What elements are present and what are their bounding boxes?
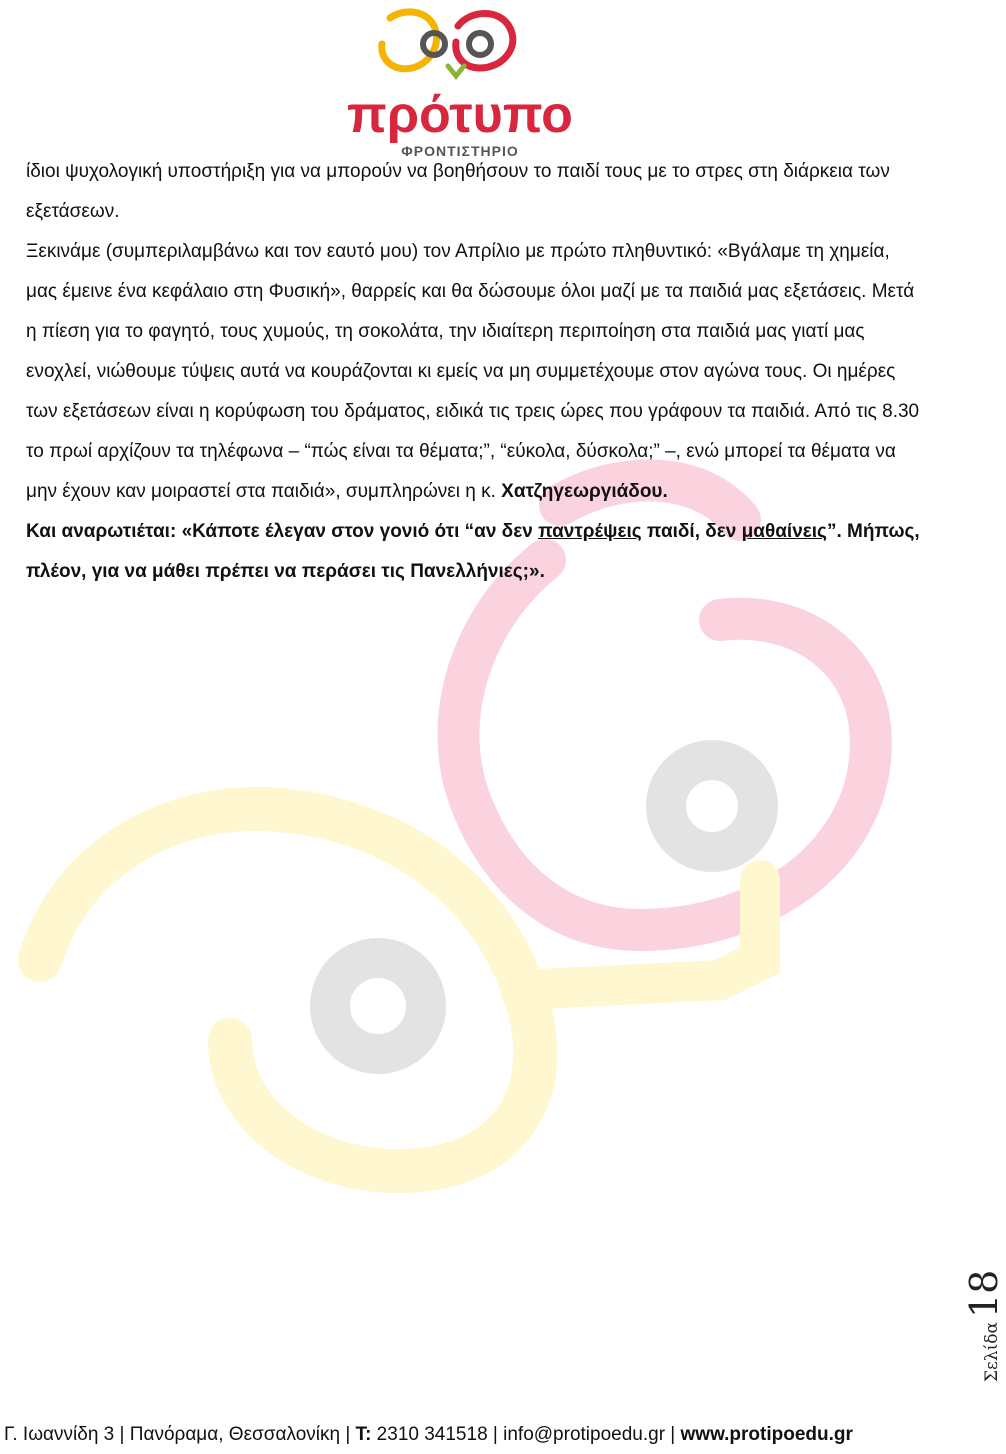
brand-logo [330,4,590,160]
paragraph-2-text: Ξεκινάμε (συμπεριλαμβάνω και τον εαυτό μου) τον Απρίλιο με πρώτο πληθυντικό: «Βγάλαμε τη χημεία, μας έμεινε ένα κεφάλαιο στη Φυσική», θαρρείς και θα δώσουμε όλοι μαζί με τα παιδιά μας εξετάσεις. Μετά η πίεση για το φαγητό, τους χυμούς, τη σοκολάτα, την ιδιαίτερη περιποίηση στα παιδιά μας γιατί μας ενοχλεί, νιώθουμε τύψεις αυτά να κουράζονται κι εμείς να μη συμμετέχουμε στον αγώνα τους. Οι ημέρες των εξετάσεων είναι η κορύφωση του δράματος, ειδικά τις τρεις ώρες που γράφουν τα παιδιά. Από τις 8.30 το πρωί αρχίζουν τα τηλέφωνα – “πώς είναι τα θέματα;”, “εύκολα, δύσκολα;” –, ενώ μπορεί τα θέματα να μην έχουν καν μοιραστεί στα παιδιά», συμπληρώνει η κ. [26,241,920,502]
footer-phone-label: Τ: [355,1424,372,1445]
page-label: Σελίδα [982,1322,1002,1382]
paragraph-1: ίδιοι ψυχολογική υποστήριξη για να μπορούν να βοηθήσουν το παιδί τους με το στρες στη διάρκεια των εξετάσεων. [26,161,890,222]
document-body [26,152,926,592]
footer-phone-email: 2310 341518 | info@protipoedu.gr | [371,1424,681,1445]
paragraph-3-a: Και αναρωτιέται: «Κάποτε έλεγαν στον γονιό ότι “αν δεν [26,521,539,542]
brand-tagline: ΦΡΟΝΤΙΣΤΗΡΙΟ [401,143,519,159]
paragraph-3 [26,512,926,592]
page-number [918,1269,1006,1390]
footer-website: www.protipoedu.gr [680,1424,853,1445]
underlined-word-1: παντρέψεις [538,521,642,542]
underlined-word-2: μαθαίνεις [741,521,827,542]
paragraph-3-b: παιδί, δεν [641,521,742,542]
owl-icon [382,12,513,76]
author-name: Χατζηγεωργιάδου. [501,481,668,502]
paragraph-3-c: ”. Μήπως, πλέον, για να μάθει πρέπει να περάσει τις Πανελλήνιες;». [26,521,920,582]
footer-address: Γ. Ιωαννίδη 3 | Πανόραμα, Θεσσαλονίκη | [4,1424,356,1445]
brand-name: πρότυπο [347,86,573,144]
footer [0,1424,960,1446]
paragraph-2 [26,232,926,512]
page-number-value: 18 [962,1269,1006,1319]
